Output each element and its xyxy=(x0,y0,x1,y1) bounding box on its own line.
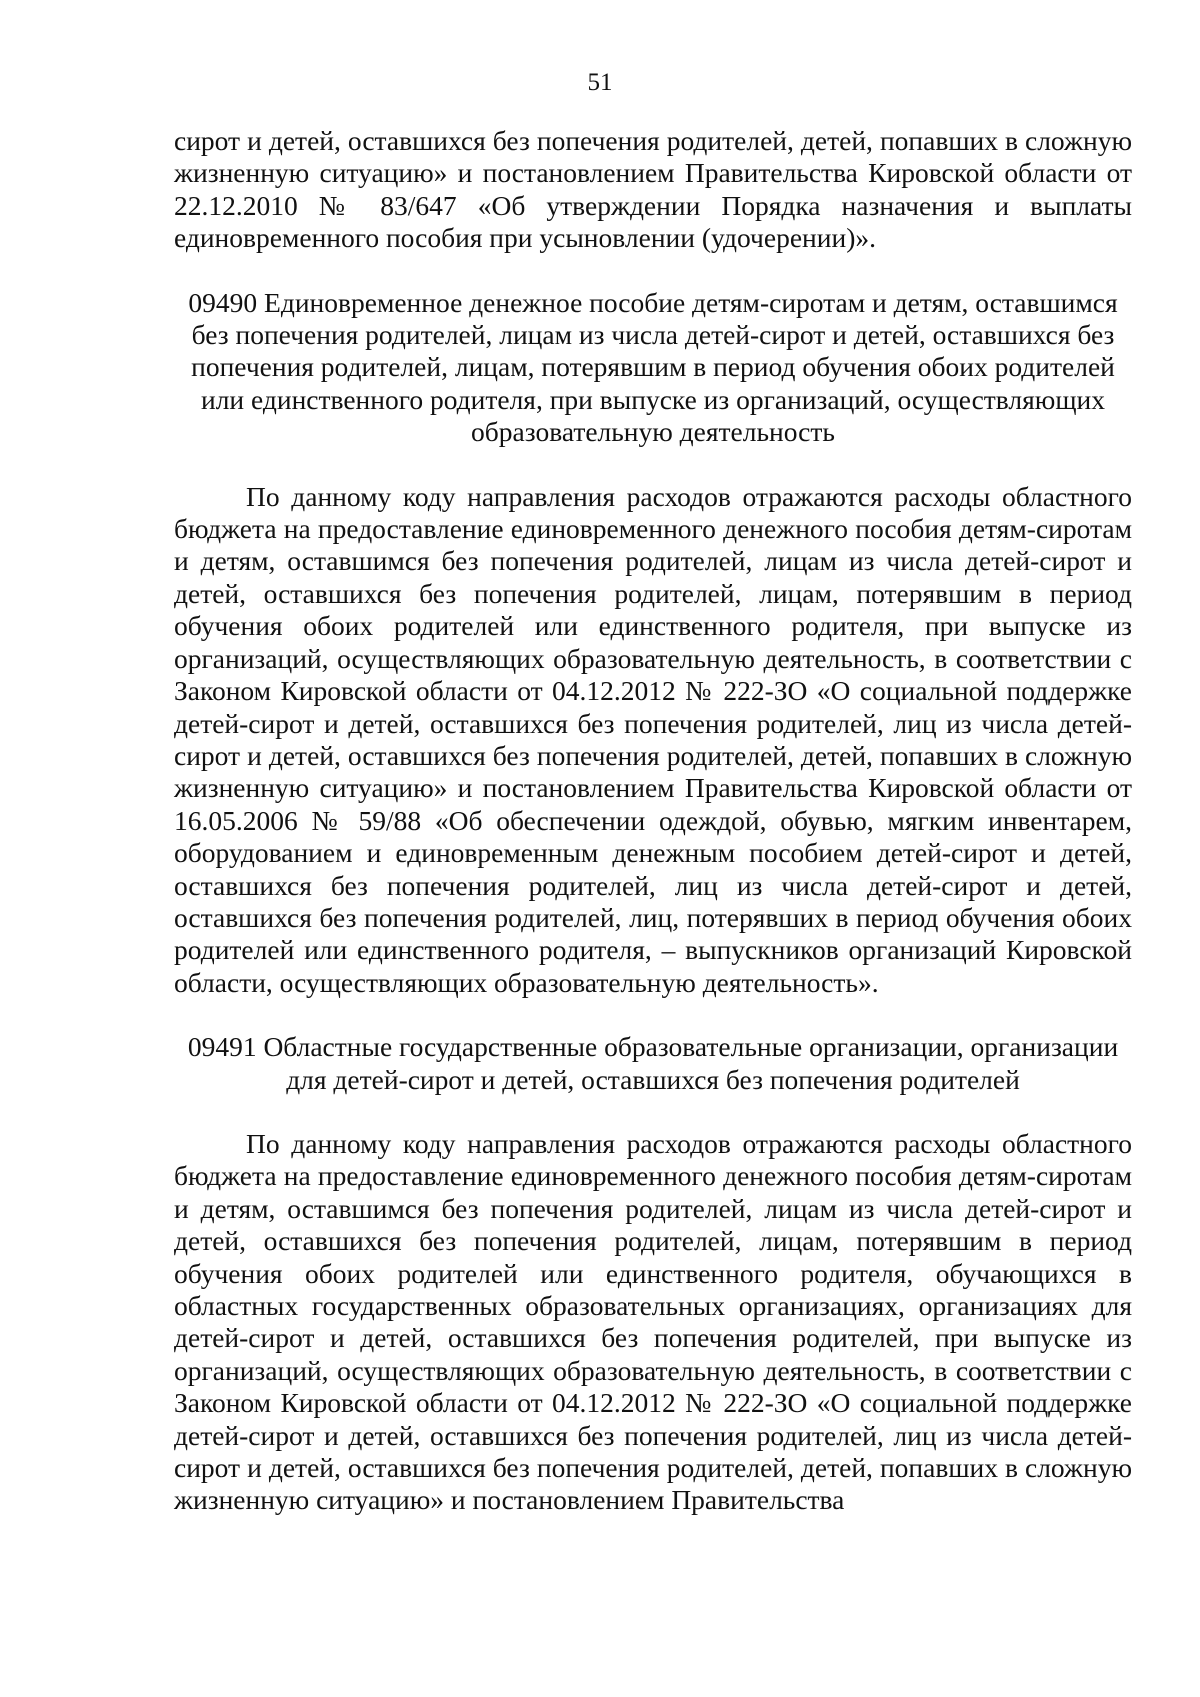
page-number: 51 xyxy=(587,69,613,96)
spacer xyxy=(174,1096,1132,1128)
spacer xyxy=(174,255,1132,287)
section-body-09491: По данному коду направления расходов отражаются расходы областного бюджета на предоставление единовременного денежного пособия детям-сиротам и детям, оставшимся без попечения родителей, лицам из числа детей-сирот и детей, оставшихся без попечения родителей, лицам, потерявшим в период обучения обоих родителей или единственного родителя, обучающихся в областных государственных образовательных организациях, организациях для детей-сирот и детей, оставшихся без попечения родителей, при выпуске из организаций, осуществляющих образовательную деятельность, в соответствии с Законом Кировской области от 04.12.2012 № 222-ЗО «О социальной поддержке детей-сирот и детей, оставшихся без попечения родителей, лиц из числа детей-сирот и детей, оставшихся без попечения родителей, детей, попавших в сложную жизненную ситуацию» и постановлением Правительства xyxy=(174,1127,1132,1516)
spacer xyxy=(174,449,1132,481)
section-heading-09490: 09490 Единовременное денежное пособие детям-сиротам и детям, оставшимся без попечения родителей, лицам из числа детей-сирот и детей, оставшихся без попечения родителей, лицам, потерявшим в период обучения обоих родителей или единственного родителя, при выпуске из организаций, осуществляющих образовательную деятельность xyxy=(188,286,1118,448)
spacer xyxy=(174,999,1132,1031)
section-heading-09491: 09491 Областные государственные образовательные организации, организации для детей-сирот и детей, оставшихся без попечения родителей xyxy=(187,1031,1119,1095)
continuation-paragraph: сирот и детей, оставшихся без попечения родителей, детей, попавших в сложную жизненную ситуацию» и постановлением Правительства Кировской области от 22.12.2010 № 83/647 «Об утверждении Порядка назначения и выплаты единовременного пособия при усыновлении (удочерении)». xyxy=(174,125,1132,254)
section-body-09490: По данному коду направления расходов отражаются расходы областного бюджета на предоставление единовременного денежного пособия детям-сиротам и детям, оставшимся без попечения родителей, лицам из числа детей-сирот и детей, оставшихся без попечения родителей, лицам, потерявшим в период обучения обоих родителей или единственного родителя, при выпуске из организаций, осуществляющих образовательную деятельность, в соответствии с Законом Кировской области от 04.12.2012 № 222-ЗО «О социальной поддержке детей-сирот и детей, оставшихся без попечения родителей, лиц из числа детей-сирот и детей, оставшихся без попечения родителей, детей, попавших в сложную жизненную ситуацию» и постановлением Правительства Кировской области от 16.05.2006 № 59/88 «Об обеспечении одеждой, обувью, мягким инвентарем, оборудованием и единовременным денежным пособием детей-сирот и детей, оставшихся без попечения родителей, лиц из числа детей-сирот и детей, оставшихся без попечения родителей, лиц, потерявших в период обучения обоих родителей или единственного родителя, – выпускников организаций Кировской области, осуществляющих образовательную деятельность». xyxy=(174,480,1132,998)
page-content xyxy=(174,125,1132,1517)
